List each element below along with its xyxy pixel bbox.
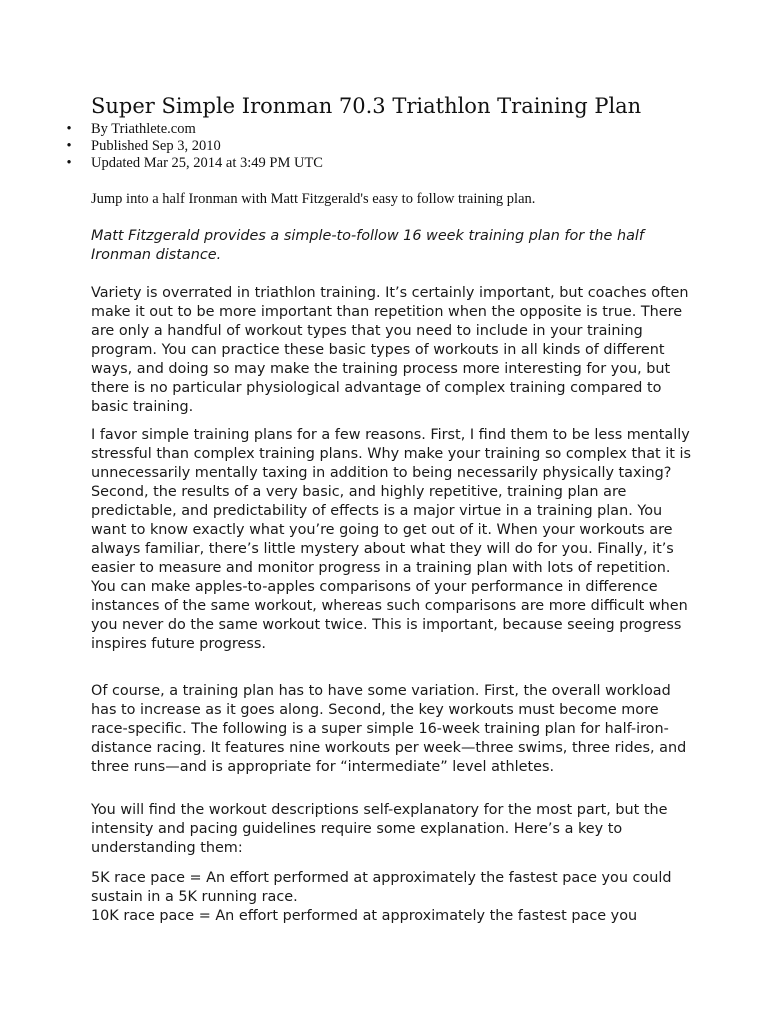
meta-item-updated — [64, 155, 323, 172]
bullet-icon: • — [66, 138, 72, 154]
article-meta-list — [64, 121, 323, 172]
meta-item-published — [64, 138, 323, 155]
article-paragraph-2: I favor simple training plans for a few reasons. First, I find them to be less mentally stressful than complex training plans. Why make your training so complex that it is unnecessarily mentally taxing in addition to being necessarily physically taxing? Second, the results of a very basic, and highly repetitive, training plan are predictable, and predictability of effects is a major virtue in a training plan. You want to know exactly what you’re going to get out of it. When your workouts are always familiar, there’s little mystery about what they will do for you. Finally, it’s easier to measure and monitor progress in a training plan with lots of repetition. You can make apples-to-apples comparisons of your performance in difference instances of the same workout, whereas such comparisons are more difficult when you never do the same workout twice. This is important, because seeing progress inspires future progress. — [91, 427, 691, 652]
article-paragraph-1: Variety is overrated in triathlon training. It’s certainly important, but coaches often make it out to be more important than repetition when the opposite is true. There are only a handful of workout types that you need to include in your training program. You can practice these basic types of workouts in all kinds of different ways, and doing so may make the training process more interesting for you, but there is no particular physiological advantage of complex training compared to basic training. — [91, 285, 689, 415]
article-title: Super Simple Ironman 70.3 Triathlon Training Plan — [91, 94, 642, 118]
meta-published-text: Published Sep 3, 2010 — [91, 138, 221, 154]
article-lead: Matt Fitzgerald provides a simple-to-follow 16 week training plan for the half Ironman distance. — [91, 228, 644, 263]
meta-updated-text: Updated Mar 25, 2014 at 3:49 PM UTC — [91, 155, 323, 171]
meta-author-text: By Triathlete.com — [91, 121, 196, 137]
meta-item-author — [64, 121, 323, 138]
article-paragraph-3: Of course, a training plan has to have some variation. First, the overall workload has to increase as it goes along. Second, the key workouts must become more race-specific. The following is a super simple 16-week training plan for half-iron-distance racing. It features nine workouts per week—three swims, three rides, and three runs—and is appropriate for “intermediate” level athletes. — [91, 683, 687, 775]
bullet-icon: • — [66, 121, 72, 137]
pace-definitions — [91, 869, 691, 926]
bullet-icon: • — [66, 155, 72, 171]
definition-5k-pace: 5K race pace = An effort performed at approximately the fastest pace you could sustain in a 5K running race. — [91, 870, 672, 905]
article-intro: Jump into a half Ironman with Matt Fitzgerald's easy to follow training plan. — [91, 191, 536, 207]
article-paragraph-4: You will find the workout descriptions self-explanatory for the most part, but the intensity and pacing guidelines require some explanation. Here’s a key to understanding them: — [91, 802, 668, 856]
definition-10k-pace: 10K race pace = An effort performed at approximately the fastest pace you — [91, 908, 638, 924]
